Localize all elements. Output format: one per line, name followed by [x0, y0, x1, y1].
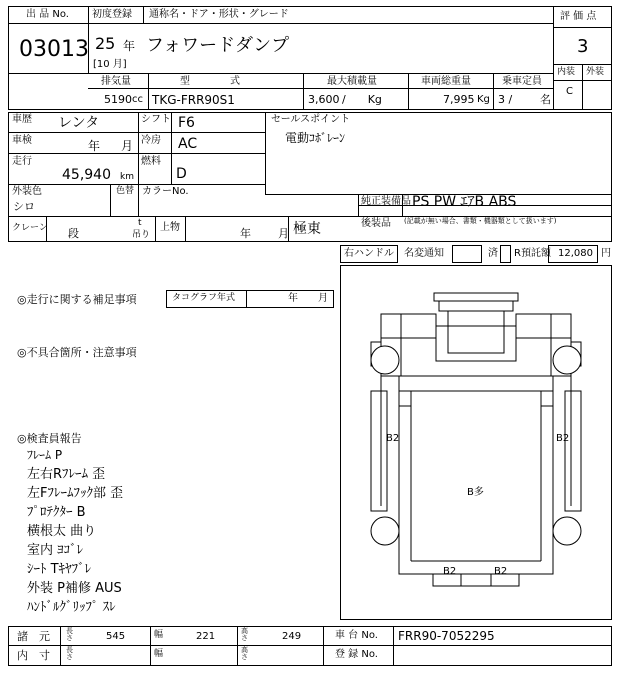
- vehicle-body-type: ダンプ: [235, 35, 290, 56]
- ext-color-label: 外装色: [12, 186, 42, 197]
- gross-weight-value: 7,995: [443, 93, 475, 106]
- aftermarket-note: (記載が無い場合、書類・機器類として扱います): [404, 217, 557, 225]
- shift-label: シフト: [141, 114, 171, 125]
- ac-label: 冷房: [141, 135, 161, 146]
- sales-point-value: 電動ｺﾎﾞﾚｰﾝ: [285, 131, 346, 145]
- steering-value: 右ハンドル: [344, 248, 394, 259]
- grade-value: 3: [577, 36, 589, 57]
- inspector-report-list: [27, 446, 277, 617]
- first-reg-label: 初度登録: [92, 9, 132, 20]
- interior-grade-value: C: [566, 86, 573, 97]
- aftermarket-label: 後装品: [361, 218, 391, 229]
- upper-body-label: 上物: [160, 222, 180, 233]
- reg-year: 25: [95, 34, 116, 53]
- lot-no: 03013: [19, 37, 89, 62]
- crane-label: クレーン: [12, 223, 48, 233]
- inspection-year: 年: [88, 139, 101, 153]
- interior-height-label: 高さ: [241, 646, 248, 661]
- name-change-box: [452, 245, 482, 263]
- inspector-report-title: ◎検査員報告: [17, 432, 82, 445]
- equipment-label: 純正装備品: [361, 196, 411, 207]
- damage-mark: B2: [556, 433, 570, 444]
- damage-mark: B2: [386, 433, 400, 444]
- ext-color-value: シロ: [13, 200, 35, 213]
- damage-mark: B多: [467, 487, 484, 498]
- inspection-month: 月: [121, 139, 134, 153]
- max-load-value: 3,600: [308, 93, 340, 106]
- recycle-deposit-label: R預託額: [514, 248, 551, 259]
- upper-body-year: 年: [240, 227, 251, 240]
- mileage-unit: km: [120, 172, 134, 182]
- max-load-label: 最大積載量: [327, 76, 377, 87]
- inspector-line: 横根太 曲り: [27, 524, 97, 539]
- inspector-line: 室内 ﾖｺﾞﾚ: [27, 543, 84, 558]
- recycle-deposit-unit: 円: [601, 248, 611, 259]
- displacement-unit: cc: [132, 94, 143, 105]
- inspector-line: ﾌﾚｰﾑ P: [27, 448, 63, 462]
- width-value: 221: [196, 631, 216, 642]
- inspector-line: ｼｰﾄ Tｷﾔﾌﾞﾚ: [27, 562, 92, 577]
- interior-width-label: 幅: [154, 649, 164, 659]
- max-load-unit: / Kg: [342, 93, 382, 106]
- inspection-label: 車検: [12, 135, 32, 146]
- defects-title: ◎不具合箇所・注意事項: [17, 346, 137, 359]
- vehicle-name: フォワード: [146, 35, 236, 56]
- crane-hang: 吊り: [132, 230, 151, 240]
- damage-mark: B2: [494, 566, 508, 577]
- color-code-label: カラーNo.: [142, 186, 189, 197]
- truck-outline: [341, 266, 611, 619]
- interior-dims-label: 内 寸: [17, 649, 50, 662]
- inspector-line: ﾌﾟﾛﾃｸﾀｰ B: [27, 505, 86, 520]
- model-value: TKG-FRR90S1: [152, 93, 235, 107]
- lot-no-label: 出 品 No.: [26, 9, 69, 20]
- width-label: 幅: [154, 630, 164, 640]
- history-value: レンタ: [58, 115, 100, 131]
- reg-year-unit: 年: [123, 39, 136, 53]
- vehicle-diagram: [340, 265, 612, 620]
- capacity-label: 乗車定員: [502, 76, 542, 87]
- capacity-unit: 名: [540, 93, 551, 106]
- recycle-box: [500, 245, 511, 263]
- equipment-value: PS PW ｴｱB ABS: [412, 194, 517, 210]
- tachograph-year: 年: [288, 293, 298, 304]
- chassis-label: 車 台 No.: [335, 630, 378, 641]
- fuel-label: 燃料: [141, 156, 161, 167]
- history-label: 車歴: [12, 114, 32, 125]
- displacement-value: 5190: [104, 93, 132, 106]
- displacement-label: 排気量: [101, 76, 131, 87]
- length-value: 545: [106, 631, 126, 642]
- recycle-deposit-value: 12,080: [558, 248, 593, 259]
- name-label: 通称名・ドア・形状・グレード: [149, 9, 289, 20]
- dims-label: 諸 元: [17, 630, 50, 643]
- chassis-value: FRR90-7052295: [398, 629, 495, 643]
- damage-mark: B2: [443, 566, 457, 577]
- grade-label: 評 価 点: [560, 11, 597, 22]
- interior-length-label: 長さ: [66, 646, 73, 661]
- recycle-label: 済: [488, 248, 498, 259]
- footer-block: [8, 626, 612, 666]
- exterior-grade-label: 外装: [586, 67, 605, 77]
- name-change-label: 名変通知: [404, 248, 444, 259]
- sales-point-label: セールスポイント: [271, 114, 351, 125]
- crane-ton: t: [138, 218, 142, 228]
- registration-label: 登 録 No.: [335, 649, 378, 660]
- length-label: 長さ: [66, 627, 73, 642]
- height-label: 高さ: [241, 627, 248, 642]
- gross-weight-label: 車両総重量: [421, 76, 471, 87]
- mileage-value: 45,940: [62, 167, 111, 183]
- model-label: 型 式: [180, 76, 240, 87]
- crane-stage: 段: [68, 227, 79, 240]
- shift-value: F6: [178, 115, 195, 131]
- interior-grade-label: 内装: [557, 67, 576, 77]
- inspector-line: 外装 P補修 AUS: [27, 581, 122, 596]
- upper-body-month: 月: [278, 227, 289, 240]
- mileage-label: 走行: [12, 156, 32, 167]
- tachograph-label: タコグラフ年式: [172, 293, 236, 303]
- ac-value: AC: [178, 136, 198, 152]
- capacity-value: 3 /: [498, 93, 513, 106]
- height-value: 249: [282, 631, 302, 642]
- fuel-value: D: [176, 166, 187, 182]
- inspector-line: 左右Rﾌﾚｰﾑ 歪: [27, 467, 106, 482]
- gross-weight-unit: Kg: [477, 94, 490, 105]
- tachograph-month: 月: [318, 293, 328, 304]
- inspector-line: ﾊﾝﾄﾞﾙｸﾞﾘｯﾌﾟ ｽﾚ: [27, 600, 116, 615]
- color-change-label: 色替: [116, 186, 135, 196]
- inspector-line: 左Fﾌﾚｰﾑﾌｯｸ部 歪: [27, 486, 124, 501]
- upper-body-value: 極東: [293, 221, 321, 237]
- driving-notes-title: ◎走行に関する補足事項: [17, 293, 137, 306]
- reg-month: [10 月]: [93, 59, 127, 70]
